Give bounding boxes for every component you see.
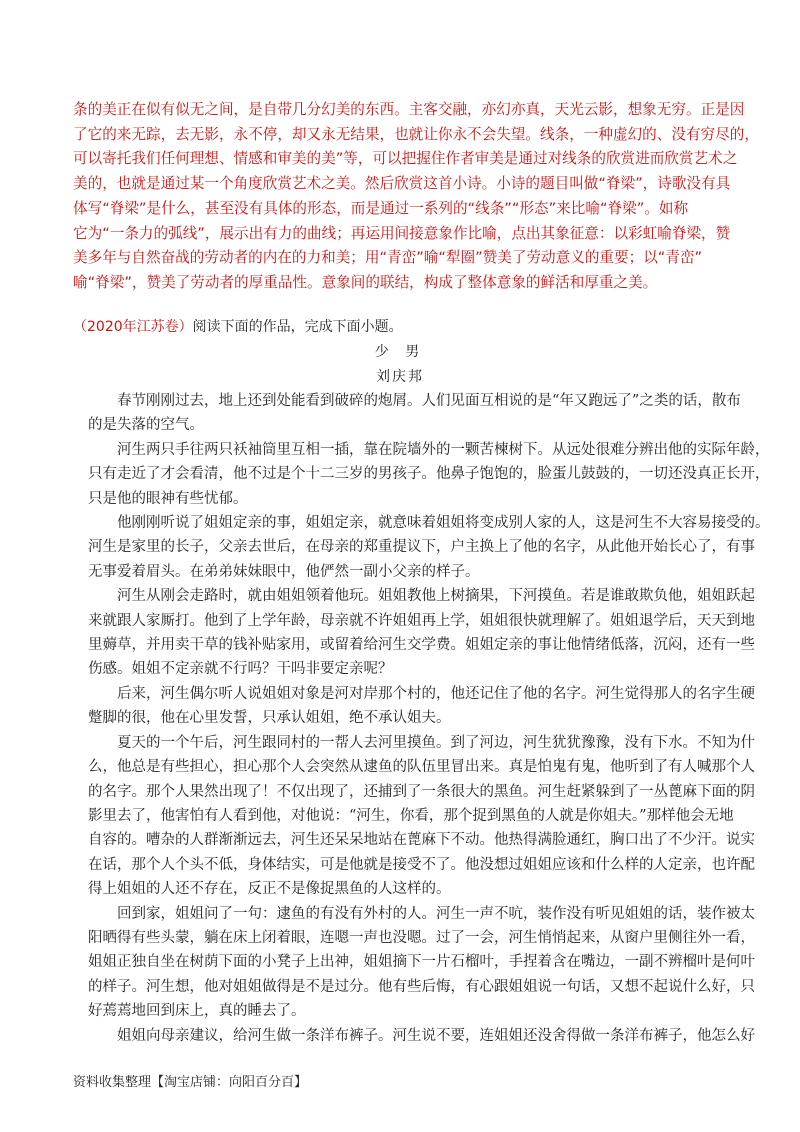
analysis-text <box>73 98 759 296</box>
story-line: 蹩脚的很，他在心里发誓，只承认姐姐，绝不承认姐夫。 <box>88 710 451 727</box>
story-line: 姐姐向母亲建议，给河生做一条洋布裤子。河生说不要，连姐姐还没舍得做一条洋布裤子，他怎么好 <box>117 1027 755 1044</box>
story-author: 刘庆邦 <box>376 369 424 385</box>
analysis-line: 条的美正在似有似无之间，是自带几分幻美的东西。主客交融，亦幻亦真，天光云影，想象无穷。正是因 <box>73 101 745 118</box>
story-line: 在话，那个人个头不低，身体结实，可是他就是接受不了。他没想过姐姐应该和什么样的人定亲，也许配 <box>88 856 755 873</box>
story-line: 阳晒得有些头蒙，躺在床上闭着眼，连嗯一声也没嗯。过了一会，河生悄悄起来，从窗户里侧往外一看， <box>88 929 755 946</box>
question-prompt: 阅读下面的作品，完成下面小题。 <box>192 319 403 335</box>
story-line: 春节刚刚过去，地上还到处能看到破碎的炮屑。人们见面互相说的是“年又跑远了”之类的话，散布 <box>117 393 741 409</box>
story-line: 夏天的一个午后，河生跟同村的一帮人去河里摸鱼。到了河边，河生犹犹豫豫，没有下水。不知为什 <box>117 734 755 751</box>
story-line: 后来，河生偶尔听人说姐姐对象是河对岸那个村的，他还记住了他的名字。河生觉得那人的名字生硬 <box>117 685 755 702</box>
analysis-line: 美的，也就是通过某一个角度欣赏艺术之美。然后欣赏这首小诗。小诗的题目叫做“脊梁”，诗歌没有具 <box>73 175 731 193</box>
story-line: 只是他的眼神有些忧郁。 <box>88 490 248 507</box>
story-line: 自容的。嘈杂的人群渐渐远去，河生还呆呆地站在蓖麻下不动。他热得满脸通红，胸口出了不少汗。说实 <box>88 832 755 849</box>
analysis-line: 了它的来无踪，去无影，永不停，却又永无结果，也就让你永不会失望。线条，一种虚幻的、没有穷尽的， <box>73 125 759 143</box>
story-line: 河生是家里的长子，父亲去世后，在母亲的郑重提议下，户主换上了他的名字，从此他开始长心了，有事 <box>88 539 755 556</box>
analysis-line: 它为“一条力的弧线”，展示出有力的曲线；再运用间接意象作比喻，点出其象征意：以彩虹喻脊梁，赞 <box>73 224 731 242</box>
story-line: 的样子。河生想，他对姐姐做得是不是过分。他有些后悔，有心跟姐姐说一句话，又想不起说什么好，只 <box>88 978 755 995</box>
story-line: 只有走近了才会看清，他不过是个十二三岁的男孩子。他鼻子饱饱的，脸蛋儿鼓鼓的，一切还没真正长开， <box>88 466 770 483</box>
question-source: （2020年江苏卷） <box>73 319 193 335</box>
story-title: 少 男 <box>374 344 426 360</box>
story-line: 的名字。那个人果然出现了！不仅出现了，还捕到了一条很大的黑鱼。河生赶紧躲到了一丛蓖麻下面的阴 <box>88 783 755 800</box>
story-line: 伤感。姐姐不定亲就不行吗？干吗非要定亲呢？ <box>88 661 393 678</box>
story-line: 得上姐姐的人还不存在，反正不是像捉黑鱼的人这样的。 <box>88 881 451 898</box>
story-line: 里薅草，并用卖干草的钱补贴家用，或留着给河生交学费。姐姐定亲的事让他情绪低落，沉闷，还有一些 <box>88 637 755 654</box>
analysis-line: 体写“脊梁”是什么，甚至没有具体的形态，而是通过一系列的“线条”“形态”来比喻“脊梁”。如称 <box>73 199 689 217</box>
story-line: 他刚刚听说了姐姐定亲的事，姐姐定亲，就意味着姐姐将变成别人家的人，这是河生不大容易接受的。 <box>117 515 770 532</box>
question-heading <box>73 317 403 337</box>
analysis-line: 美多年与自然奋战的劳动者的内在的力和美；用“青峦”喻“犁圈”赞美了劳动意义的重要；以“青峦” <box>73 249 703 267</box>
story-line: 回到家，姐姐问了一句：逮鱼的有没有外村的人。河生一声不吭，装作没有听见姐姐的话，装作被太 <box>117 905 755 922</box>
story-line: 河生两只手往两只袄袖筒里互相一插，靠在院墙外的一颗苦楝树下。从远处很难分辨出他的实际年龄， <box>117 441 770 458</box>
story-line: 河生从刚会走路时，就由姐姐领着他玩。姐姐教他上树摘果，下河摸鱼。若是谁敢欺负他，姐姐跃起 <box>117 588 755 605</box>
page-footer: 资料收集整理【淘宝店铺：向阳百分百】 <box>73 1075 308 1090</box>
analysis-line: 喻“脊梁”，赞美了劳动者的厚重品性。意象间的联结，构成了整体意象的鲜活和厚重之美。 <box>73 273 658 291</box>
story-line: 来就跟人家厮打。他到了上学年龄，母亲就不许姐姐再上学，姐姐很快就理解了。姐姐退学后，天天到地 <box>88 612 755 629</box>
story-line: 姐姐正独自坐在树荫下面的小凳子上出神，姐姐摘下一片石榴叶，手捏着含在嘴边，一副不辨榴叶是何叶 <box>88 954 755 971</box>
analysis-line: 可以寄托我们任何理想、情感和审美的美”等，可以把握住作者审美是通过对线条的欣赏进而欣赏艺术之 <box>73 150 738 168</box>
story-line: 影里去了，他害怕有人看到他，对他说：“河生，你看，那个捉到黑鱼的人就是你姐夫。”那样他会无地 <box>88 807 734 824</box>
story-line: 无事爱着眉头。在弟弟妹妹眼中，他俨然一副小父亲的样子。 <box>88 563 480 580</box>
story-line: 好蔫蔫地回到床上，真的睡去了。 <box>88 1003 306 1020</box>
story-line: 的是失落的空气。 <box>88 417 204 434</box>
story-body <box>88 389 770 1048</box>
story-line: 么，他总是有些担心，担心那个人会突然从逮鱼的队伍里冒出来。真是怕鬼有鬼，他听到了有人喊那个人 <box>88 759 755 776</box>
